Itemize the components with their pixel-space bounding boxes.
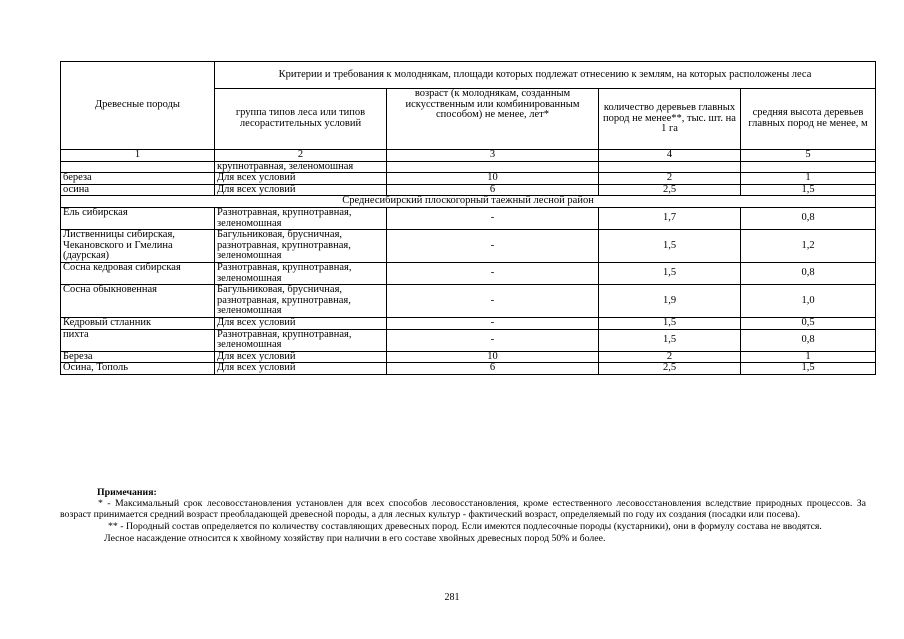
column-number: 5 — [741, 150, 876, 162]
forest-type-cell: Для всех условий — [215, 317, 387, 329]
count-cell: 2 — [599, 173, 741, 185]
height-cell: 1,0 — [741, 285, 876, 318]
species-cell: Сосна кедровая сибирская — [61, 262, 215, 284]
column-numbers-row — [61, 150, 876, 162]
count-cell: 1,9 — [599, 285, 741, 318]
species-cell: Лиственницы сибирская, Чекановского и Гмелина (даурская) — [61, 230, 215, 263]
table-row — [61, 363, 876, 375]
table-row — [61, 184, 876, 196]
age-header: возраст (к молоднякам, созданным искусственным или комбинированным способом) не менее, лет* — [387, 89, 599, 150]
species-cell: осина — [61, 184, 215, 196]
section-title: Среднесибирский плоскогорный таежный лесной район — [61, 196, 876, 208]
age-cell: - — [387, 230, 599, 263]
note-composition: ** - Породный состав определяется по количеству составляющих древесных пород. Если имеются подлесочные породы (кустарники), они в формулу состава не вводятся. — [108, 520, 822, 532]
age-cell: - — [387, 262, 599, 284]
page-number: 281 — [444, 592, 460, 603]
notes-title: Примечания: — [97, 487, 157, 498]
species-cell: Кедровый стланник — [61, 317, 215, 329]
height-cell: 0,8 — [741, 207, 876, 229]
table-row — [61, 351, 876, 363]
column-number: 2 — [215, 150, 387, 162]
age-cell — [387, 161, 599, 173]
height-cell: 0,8 — [741, 262, 876, 284]
forest-type-cell: Разнотравная, крупнотравная, зеленомошная — [215, 329, 387, 351]
notes-section — [60, 487, 866, 544]
count-cell: 1,5 — [599, 317, 741, 329]
age-cell: - — [387, 285, 599, 318]
count-cell: 2 — [599, 351, 741, 363]
table-row — [61, 329, 876, 351]
forest-type-cell: Для всех условий — [215, 351, 387, 363]
species-cell: Береза — [61, 351, 215, 363]
table-row — [61, 207, 876, 229]
age-cell: 6 — [387, 184, 599, 196]
header-row-1 — [61, 62, 876, 89]
count-cell: 1,5 — [599, 230, 741, 263]
species-header: Древесные породы — [61, 62, 215, 150]
height-cell: 1 — [741, 173, 876, 185]
count-cell — [599, 161, 741, 173]
forest-criteria-table — [60, 61, 876, 375]
note-age: * - Максимальный срок лесовосстановления установлен для всех способов лесовосстановления, кроме естественного лесовосстановления вследствие природных процессов. За возраст принимается средний возраст преобладающей древесной породы, а для лесных культур - фактический возраст, определяемый по году их создания (посадки или посева). — [60, 498, 866, 521]
forest-type-cell: Для всех условий — [215, 363, 387, 375]
species-cell: пихта — [61, 329, 215, 351]
age-cell: 10 — [387, 173, 599, 185]
count-cell: 1,7 — [599, 207, 741, 229]
trees-count-header: количество деревьев главных пород не менее**, тыс. шт. на 1 га — [599, 89, 741, 150]
count-cell: 1,5 — [599, 262, 741, 284]
table-row — [61, 285, 876, 318]
height-cell: 0,8 — [741, 329, 876, 351]
note-conifer: Лесное насаждение относится к хвойному хозяйству при наличии в его составе хвойных древесных пород 50% и более. — [104, 532, 606, 544]
count-cell: 2,5 — [599, 184, 741, 196]
height-cell: 0,5 — [741, 317, 876, 329]
species-cell: Осина, Тополь — [61, 363, 215, 375]
table-row — [61, 173, 876, 185]
age-cell: 10 — [387, 351, 599, 363]
column-number: 1 — [61, 150, 215, 162]
section-row — [61, 196, 876, 208]
forest-type-cell: Разнотравная, крупнотравная, зеленомошная — [215, 207, 387, 229]
forest-type-cell: Багульниковая, брусничная, разнотравная, крупнотравная, зеленомошная — [215, 230, 387, 263]
criteria-header: Критерии и требования к молоднякам, площади которых подлежат отнесению к землям, на которых расположены леса — [215, 62, 876, 89]
column-number: 3 — [387, 150, 599, 162]
forest-type-cell: крупнотравная, зеленомошная — [215, 161, 387, 173]
forest-type-cell: Для всех условий — [215, 173, 387, 185]
height-cell: 1,5 — [741, 363, 876, 375]
count-cell: 2,5 — [599, 363, 741, 375]
table-row — [61, 317, 876, 329]
height-cell: 1,5 — [741, 184, 876, 196]
age-cell: - — [387, 317, 599, 329]
height-header: средняя высота деревьев главных пород не менее, м — [741, 89, 876, 150]
species-cell: береза — [61, 173, 215, 185]
forest-type-cell: Разнотравная, крупнотравная, зеленомошная — [215, 262, 387, 284]
height-cell: 1,2 — [741, 230, 876, 263]
forest-type-cell: Для всех условий — [215, 184, 387, 196]
table-row — [61, 230, 876, 263]
table-row — [61, 161, 876, 173]
age-cell: - — [387, 329, 599, 351]
species-cell: Сосна обыкновенная — [61, 285, 215, 318]
forest-type-header: группа типов леса или типов лесорастительных условий — [215, 89, 387, 150]
age-cell: - — [387, 207, 599, 229]
species-cell — [61, 161, 215, 173]
forest-type-cell: Багульниковая, брусничная, разнотравная, крупнотравная, зеленомошная — [215, 285, 387, 318]
table-row — [61, 262, 876, 284]
column-number: 4 — [599, 150, 741, 162]
count-cell: 1,5 — [599, 329, 741, 351]
height-cell — [741, 161, 876, 173]
height-cell: 1 — [741, 351, 876, 363]
age-cell: 6 — [387, 363, 599, 375]
species-cell: Ель сибирская — [61, 207, 215, 229]
